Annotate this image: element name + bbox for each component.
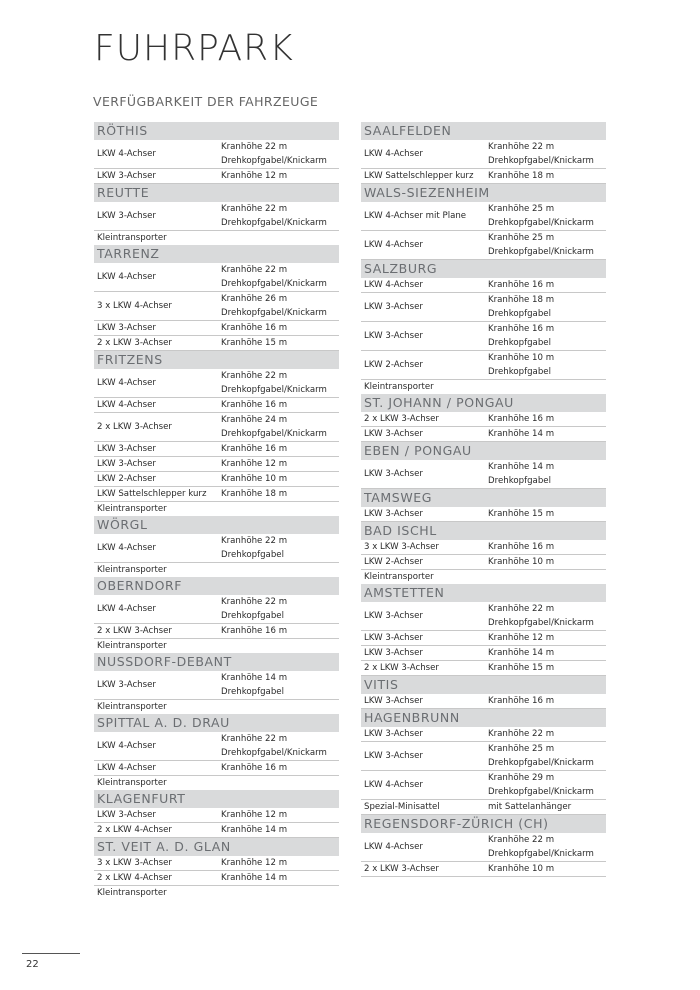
- vehicle-row: [94, 487, 339, 502]
- vehicle-row: [361, 602, 606, 631]
- location-group: [361, 676, 606, 709]
- crane-spec: Kranhöhe 15 m: [488, 663, 555, 673]
- crane-spec: Kranhöhe 10 m Drehkopfgabel: [488, 353, 555, 377]
- location-group: [361, 122, 606, 184]
- vehicle-type: LKW Sattelschlepper kurz: [364, 171, 474, 181]
- crane-spec: Kranhöhe 16 m: [488, 696, 555, 706]
- vehicle-type: Kleintransporter: [97, 565, 167, 575]
- crane-spec: mit Sattelanhänger: [488, 802, 572, 812]
- crane-spec: Kranhöhe 14 m Drehkopfgabel: [221, 673, 288, 697]
- crane-spec: Kranhöhe 14 m: [488, 648, 555, 658]
- location-group: [94, 838, 339, 900]
- location-group: [94, 790, 339, 838]
- location-group: [361, 260, 606, 394]
- location-group: [94, 516, 339, 577]
- vehicle-row: [361, 694, 606, 709]
- vehicle-type: 2 x LKW 3-Achser: [364, 864, 439, 874]
- location-heading: WALS-SIEZENHEIM: [361, 184, 606, 202]
- vehicle-type: Kleintransporter: [97, 702, 167, 712]
- crane-spec: Kranhöhe 16 m: [221, 626, 288, 636]
- crane-spec: [221, 563, 339, 577]
- vehicle-type: LKW 3-Achser: [97, 323, 156, 333]
- location-heading: SAALFELDEN: [361, 122, 606, 140]
- vehicle-row: [94, 761, 339, 776]
- vehicle-type: 3 x LKW 4-Achser: [97, 301, 172, 311]
- location-heading: RÖTHIS: [94, 122, 339, 140]
- vehicle-row: [361, 833, 606, 862]
- vehicle-row: [361, 322, 606, 351]
- crane-spec: Kranhöhe 10 m: [221, 474, 288, 484]
- crane-spec: Kranhöhe 22 m Drehkopfgabel/Knickarm: [488, 604, 594, 628]
- location-heading: KLAGENFURT: [94, 790, 339, 808]
- page-number: 22: [26, 959, 39, 970]
- vehicle-type: Kleintransporter: [97, 888, 167, 898]
- vehicle-type: 3 x LKW 3-Achser: [97, 858, 172, 868]
- location-heading: ST. JOHANN / PONGAU: [361, 394, 606, 412]
- crane-spec: Kranhöhe 22 m Drehkopfgabel/Knickarm: [221, 734, 327, 758]
- crane-spec: Kranhöhe 12 m: [221, 858, 288, 868]
- vehicle-row: [94, 732, 339, 761]
- vehicle-row: [361, 555, 606, 570]
- location-group: [361, 584, 606, 676]
- crane-spec: Kranhöhe 18 m: [221, 489, 288, 499]
- vehicle-row: [94, 398, 339, 413]
- vehicle-row: [361, 169, 606, 184]
- vehicle-type: LKW 4-Achser: [97, 400, 156, 410]
- crane-spec: Kranhöhe 18 m: [488, 171, 555, 181]
- vehicle-type: LKW 3-Achser: [364, 509, 423, 519]
- left-column: [94, 122, 339, 900]
- vehicle-type: LKW 3-Achser: [97, 810, 156, 820]
- location-heading: WÖRGL: [94, 516, 339, 534]
- crane-spec: Kranhöhe 15 m: [488, 509, 555, 519]
- vehicle-type: LKW 4-Achser: [364, 780, 423, 790]
- vehicle-row: [94, 700, 339, 714]
- vehicle-row: [94, 169, 339, 184]
- vehicle-type: 2 x LKW 4-Achser: [97, 825, 172, 835]
- vehicle-type: 3 x LKW 3-Achser: [364, 542, 439, 552]
- crane-spec: Kranhöhe 12 m: [488, 633, 555, 643]
- footer-divider: [22, 953, 80, 954]
- vehicle-type: LKW 4-Achser: [97, 543, 156, 553]
- vehicle-row: [94, 292, 339, 321]
- location-group: [94, 653, 339, 714]
- crane-spec: Kranhöhe 16 m: [221, 323, 288, 333]
- vehicle-type: LKW 4-Achser: [97, 763, 156, 773]
- location-heading: REUTTE: [94, 184, 339, 202]
- crane-spec: Kranhöhe 26 m Drehkopfgabel/Knickarm: [221, 294, 327, 318]
- location-heading: OBERNDORF: [94, 577, 339, 595]
- location-heading: TAMSWEG: [361, 489, 606, 507]
- crane-spec: Kranhöhe 10 m: [488, 557, 555, 567]
- page-subtitle: VERFÜGBARKEIT DER FAHRZEUGE: [93, 94, 319, 109]
- vehicle-row: [94, 231, 339, 245]
- vehicle-type: LKW 4-Achser: [364, 240, 423, 250]
- vehicle-row: [94, 639, 339, 653]
- vehicle-row: [361, 351, 606, 380]
- location-group: [361, 184, 606, 260]
- location-heading: VITIS: [361, 676, 606, 694]
- vehicle-type: LKW 4-Achser: [97, 149, 156, 159]
- crane-spec: Kranhöhe 12 m: [221, 459, 288, 469]
- crane-spec: Kranhöhe 14 m Drehkopfgabel: [488, 462, 555, 486]
- vehicle-row: [361, 202, 606, 231]
- vehicle-type: LKW 2-Achser: [364, 360, 423, 370]
- vehicle-row: [94, 442, 339, 457]
- vehicle-row: [361, 380, 606, 394]
- vehicle-type: 2 x LKW 4-Achser: [97, 873, 172, 883]
- vehicle-type: 2 x LKW 3-Achser: [97, 422, 172, 432]
- vehicle-row: [94, 808, 339, 823]
- vehicle-type: LKW 2-Achser: [364, 557, 423, 567]
- vehicle-type: LKW 3-Achser: [364, 331, 423, 341]
- location-heading: TARRENZ: [94, 245, 339, 263]
- crane-spec: [221, 231, 339, 245]
- crane-spec: Kranhöhe 16 m: [488, 280, 555, 290]
- location-heading: REGENSDORF-ZÜRICH (CH): [361, 815, 606, 833]
- vehicle-type: Kleintransporter: [97, 641, 167, 651]
- page-title: FUHRPARK: [94, 28, 294, 69]
- crane-spec: [221, 886, 339, 900]
- vehicle-row: [94, 563, 339, 577]
- vehicle-type: LKW 3-Achser: [364, 429, 423, 439]
- location-group: [361, 522, 606, 584]
- vehicle-row: [361, 570, 606, 584]
- crane-spec: Kranhöhe 22 m Drehkopfgabel/Knickarm: [221, 265, 327, 289]
- location-heading: SPITTAL A. D. DRAU: [94, 714, 339, 732]
- crane-spec: [221, 639, 339, 653]
- vehicle-type: 2 x LKW 3-Achser: [364, 663, 439, 673]
- crane-spec: Kranhöhe 22 m Drehkopfgabel/Knickarm: [221, 142, 327, 166]
- location-group: [94, 351, 339, 516]
- vehicle-type: LKW 4-Achser: [97, 741, 156, 751]
- vehicle-type: Spezial-Minisattel: [364, 802, 440, 812]
- vehicle-row: [94, 472, 339, 487]
- crane-spec: Kranhöhe 10 m: [488, 864, 555, 874]
- crane-spec: [221, 502, 339, 516]
- crane-spec: Kranhöhe 16 m: [488, 542, 555, 552]
- vehicle-row: [94, 202, 339, 231]
- crane-spec: Kranhöhe 22 m Drehkopfgabel/Knickarm: [488, 142, 594, 166]
- location-group: [361, 394, 606, 442]
- location-group: [361, 489, 606, 522]
- crane-spec: Kranhöhe 12 m: [221, 810, 288, 820]
- vehicle-row: [361, 727, 606, 742]
- crane-spec: Kranhöhe 14 m: [221, 825, 288, 835]
- vehicle-type: 2 x LKW 3-Achser: [364, 414, 439, 424]
- right-column: [361, 122, 606, 877]
- vehicle-type: Kleintransporter: [97, 778, 167, 788]
- vehicle-row: [94, 823, 339, 838]
- crane-spec: Kranhöhe 16 m: [221, 763, 288, 773]
- vehicle-row: [94, 263, 339, 292]
- vehicle-row: [94, 321, 339, 336]
- vehicle-row: [94, 624, 339, 639]
- location-group: [94, 714, 339, 790]
- vehicle-type: LKW 4-Achser: [97, 604, 156, 614]
- vehicle-type: LKW 3-Achser: [364, 469, 423, 479]
- crane-spec: Kranhöhe 24 m Drehkopfgabel/Knickarm: [221, 415, 327, 439]
- crane-spec: Kranhöhe 14 m: [488, 429, 555, 439]
- location-group: [361, 442, 606, 489]
- vehicle-row: [94, 369, 339, 398]
- location-group: [94, 184, 339, 245]
- vehicle-row: [361, 507, 606, 522]
- vehicle-row: [361, 742, 606, 771]
- crane-spec: [488, 380, 606, 394]
- location-group: [94, 122, 339, 184]
- vehicle-row: [361, 460, 606, 489]
- location-heading: ST. VEIT A. D. GLAN: [94, 838, 339, 856]
- vehicle-type: LKW 3-Achser: [97, 211, 156, 221]
- vehicle-row: [94, 595, 339, 624]
- vehicle-row: [94, 534, 339, 563]
- location-group: [361, 815, 606, 877]
- vehicle-row: [361, 661, 606, 676]
- vehicle-row: [361, 862, 606, 877]
- vehicle-type: LKW 3-Achser: [364, 302, 423, 312]
- crane-spec: Kranhöhe 22 m: [488, 729, 555, 739]
- vehicle-row: [94, 502, 339, 516]
- crane-spec: Kranhöhe 16 m: [488, 414, 555, 424]
- location-group: [361, 709, 606, 815]
- vehicle-row: [361, 631, 606, 646]
- vehicle-type: LKW 4-Achser: [97, 272, 156, 282]
- vehicle-row: [94, 413, 339, 442]
- location-heading: BAD ISCHL: [361, 522, 606, 540]
- crane-spec: [488, 570, 606, 584]
- vehicle-row: [94, 457, 339, 472]
- location-heading: FRITZENS: [94, 351, 339, 369]
- vehicle-type: LKW 3-Achser: [97, 444, 156, 454]
- vehicle-type: LKW 3-Achser: [364, 729, 423, 739]
- vehicle-row: [94, 140, 339, 169]
- vehicle-row: [361, 540, 606, 555]
- vehicle-type: LKW 3-Achser: [97, 459, 156, 469]
- vehicle-row: [361, 800, 606, 815]
- crane-spec: Kranhöhe 22 m Drehkopfgabel/Knickarm: [488, 835, 594, 859]
- location-heading: EBEN / PONGAU: [361, 442, 606, 460]
- location-heading: HAGENBRUNN: [361, 709, 606, 727]
- vehicle-type: Kleintransporter: [97, 504, 167, 514]
- location-heading: AMSTETTEN: [361, 584, 606, 602]
- vehicle-row: [94, 886, 339, 900]
- vehicle-row: [361, 231, 606, 260]
- vehicle-row: [94, 776, 339, 790]
- vehicle-row: [94, 336, 339, 351]
- crane-spec: Kranhöhe 16 m Drehkopfgabel: [488, 324, 555, 348]
- crane-spec: Kranhöhe 25 m Drehkopfgabel/Knickarm: [488, 233, 594, 257]
- vehicle-type: LKW 4-Achser mit Plane: [364, 211, 467, 221]
- crane-spec: Kranhöhe 22 m Drehkopfgabel: [221, 536, 288, 560]
- vehicle-type: 2 x LKW 3-Achser: [97, 338, 172, 348]
- crane-spec: Kranhöhe 16 m: [221, 444, 288, 454]
- crane-spec: [221, 700, 339, 714]
- vehicle-type: Kleintransporter: [364, 382, 434, 392]
- vehicle-row: [361, 140, 606, 169]
- vehicle-type: LKW 3-Achser: [364, 611, 423, 621]
- vehicle-row: [94, 871, 339, 886]
- vehicle-row: [361, 646, 606, 661]
- vehicle-type: LKW 3-Achser: [364, 633, 423, 643]
- crane-spec: Kranhöhe 15 m: [221, 338, 288, 348]
- crane-spec: [221, 776, 339, 790]
- vehicle-row: [94, 671, 339, 700]
- vehicle-type: LKW 3-Achser: [97, 680, 156, 690]
- location-group: [94, 577, 339, 653]
- vehicle-type: LKW 4-Achser: [364, 842, 423, 852]
- vehicle-type: LKW 3-Achser: [364, 751, 423, 761]
- crane-spec: Kranhöhe 16 m: [221, 400, 288, 410]
- crane-spec: Kranhöhe 25 m Drehkopfgabel/Knickarm: [488, 744, 594, 768]
- vehicle-type: LKW 4-Achser: [97, 378, 156, 388]
- vehicle-type: 2 x LKW 3-Achser: [97, 626, 172, 636]
- vehicle-row: [361, 427, 606, 442]
- crane-spec: Kranhöhe 22 m Drehkopfgabel/Knickarm: [221, 204, 327, 228]
- vehicle-type: LKW 3-Achser: [364, 696, 423, 706]
- crane-spec: Kranhöhe 22 m Drehkopfgabel: [221, 597, 288, 621]
- vehicle-type: LKW Sattelschlepper kurz: [97, 489, 207, 499]
- crane-spec: Kranhöhe 29 m Drehkopfgabel/Knickarm: [488, 773, 594, 797]
- crane-spec: Kranhöhe 25 m Drehkopfgabel/Knickarm: [488, 204, 594, 228]
- location-group: [94, 245, 339, 351]
- vehicle-type: LKW 2-Achser: [97, 474, 156, 484]
- vehicle-row: [361, 412, 606, 427]
- vehicle-row: [94, 856, 339, 871]
- crane-spec: Kranhöhe 22 m Drehkopfgabel/Knickarm: [221, 371, 327, 395]
- vehicle-type: Kleintransporter: [97, 233, 167, 243]
- vehicle-type: LKW 3-Achser: [97, 171, 156, 181]
- vehicle-row: [361, 771, 606, 800]
- vehicle-row: [361, 293, 606, 322]
- crane-spec: Kranhöhe 18 m Drehkopfgabel: [488, 295, 555, 319]
- crane-spec: Kranhöhe 14 m: [221, 873, 288, 883]
- vehicle-type: LKW 3-Achser: [364, 648, 423, 658]
- vehicle-type: LKW 4-Achser: [364, 149, 423, 159]
- vehicle-type: LKW 4-Achser: [364, 280, 423, 290]
- crane-spec: Kranhöhe 12 m: [221, 171, 288, 181]
- vehicle-row: [361, 278, 606, 293]
- location-heading: NUSSDORF-DEBANT: [94, 653, 339, 671]
- location-heading: SALZBURG: [361, 260, 606, 278]
- vehicle-type: Kleintransporter: [364, 572, 434, 582]
